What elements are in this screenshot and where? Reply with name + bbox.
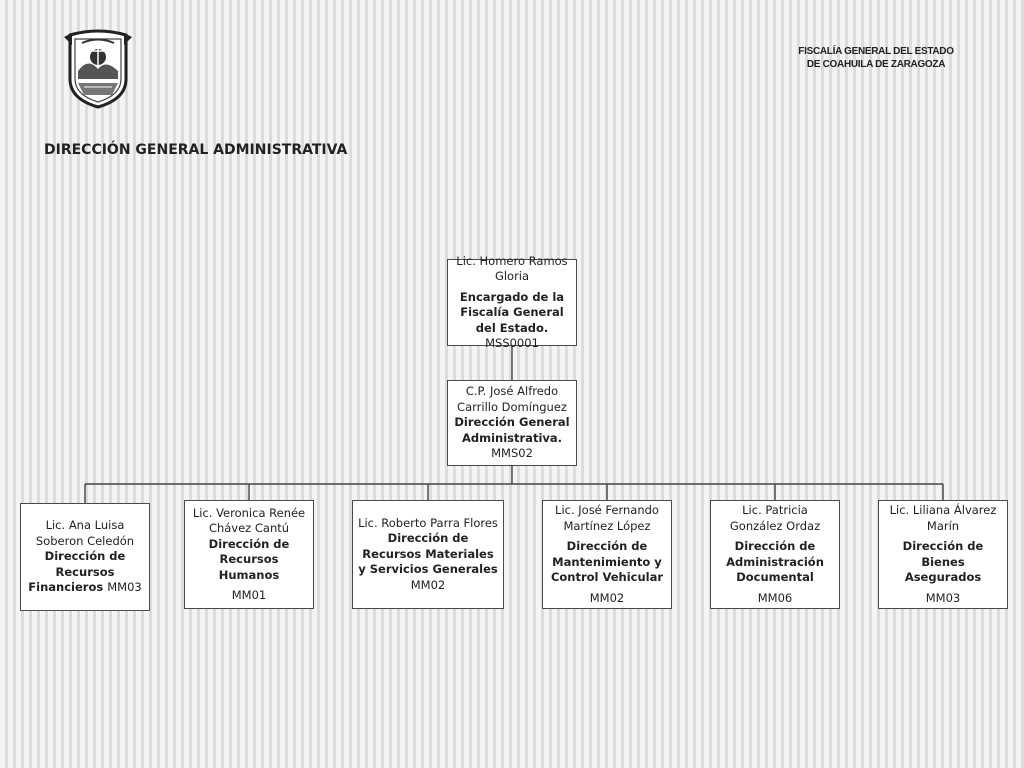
org-box-top	[447, 253, 577, 350]
position-title: Dirección de Administración Documental	[726, 539, 824, 584]
page-title: DIRECCIÓN GENERAL ADMINISTRATIVA	[44, 142, 348, 158]
agency-line-1: FISCALÍA GENERAL DEL ESTADO	[798, 46, 954, 57]
position-code: MM01	[231, 588, 267, 602]
position-code: MMS02	[491, 446, 533, 461]
agency-line-2: DE COAHUILA DE ZARAGOZA	[806, 59, 946, 70]
person-name: Lic. Veronica Renée Chávez Cantú	[192, 505, 306, 535]
position-title: Dirección de Recursos Humanos	[208, 536, 290, 582]
org-box-director	[447, 380, 577, 466]
org-box-unit-6	[878, 500, 1008, 609]
person-name: Lic. Liliana Álvarez Marín	[889, 503, 997, 533]
person-name: Lic. Patricia González Ordaz	[729, 503, 821, 533]
org-box-unit-5	[710, 500, 840, 609]
person-name: Lic. José Fernando Martínez López	[555, 503, 659, 533]
position-code: MM02	[589, 590, 625, 605]
org-box-unit-1	[20, 503, 150, 611]
position-title: Dirección General Administrativa.	[454, 415, 570, 445]
position-title: Dirección de Recursos Materiales y Servicios Generales	[358, 531, 498, 577]
person-name: C.P. José Alfredo Carrillo Domínguez	[457, 384, 567, 414]
org-box-unit-2	[184, 500, 314, 609]
position-title: Dirección de Mantenimiento y Control Vehicular	[550, 539, 664, 584]
person-name: Lic. Roberto Parra Flores	[358, 515, 498, 530]
org-box-unit-4	[542, 500, 672, 609]
position-code: MM02	[410, 577, 446, 592]
person-name: Lic. Ana Luisa Soberon Celedón	[35, 518, 135, 548]
position-code: MM03	[107, 580, 142, 595]
position-title: Dirección de Bienes Asegurados	[902, 539, 984, 584]
person-name: Lic. Homero Ramos Gloria	[456, 253, 568, 283]
org-box-unit-3	[352, 500, 504, 609]
position-code: MSS0001	[485, 336, 539, 350]
position-title: Dirección de Recursos Financieros MM03	[28, 549, 142, 595]
position-code: MM03	[925, 590, 961, 605]
position-title: Encargado de la Fiscalía General del Estado. MSS0001	[459, 289, 565, 350]
position-code: MM06	[757, 590, 793, 605]
